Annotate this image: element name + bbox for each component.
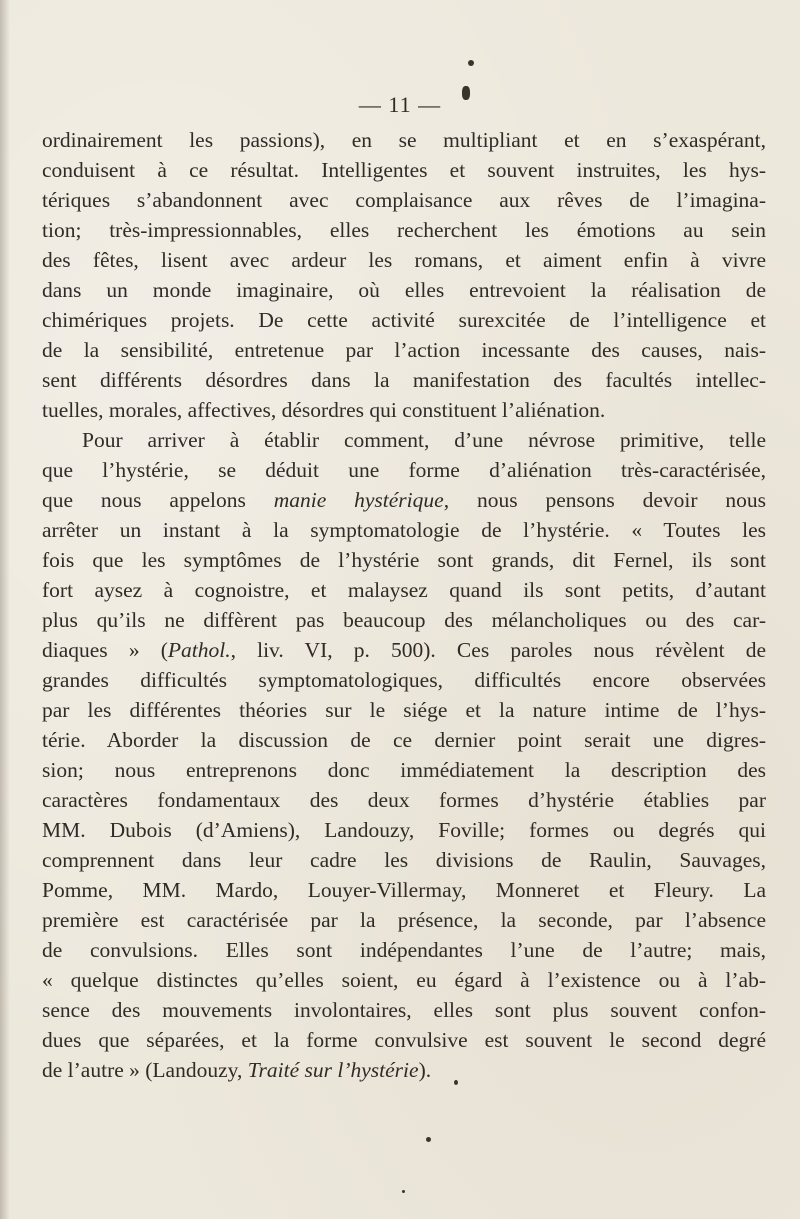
- text-line-30: sence des mouvements involontaires, elles sont plus souvent confon-: [42, 998, 766, 1022]
- text-line-14: arrêter un instant à la symptomatologie de l’hystérie. « Toutes les: [42, 518, 766, 542]
- text-line-23: caractères fondamentaux des deux formes d’hystérie établies par: [42, 788, 766, 812]
- text-line-29: « quelque distinctes qu’elles soient, eu égard à l’existence ou à l’ab-: [42, 968, 766, 992]
- text-line-24: MM. Dubois (d’Amiens), Landouzy, Foville; formes ou degrés qui: [42, 818, 766, 842]
- text-line-4: tion; très-impressionnables, elles recherchent les émotions au sein: [42, 218, 766, 242]
- scan-speck: [402, 1190, 405, 1193]
- text-line-20: par les différentes théories sur le siége et la nature intime de l’hys-: [42, 698, 766, 722]
- text-line-21: térie. Aborder la discussion de ce dernier point serait une digres-: [42, 728, 766, 752]
- text-line-12: que l’hystérie, se déduit une forme d’aliénation très-caractérisée,: [42, 458, 766, 482]
- text-line-10: tuelles, morales, affectives, désordres qui constituent l’aliénation.: [42, 398, 606, 422]
- text-line-15: fois que les symptômes de l’hystérie sont grands, dit Fernel, ils sont: [42, 548, 766, 572]
- scan-speck: [462, 86, 470, 100]
- text-line-25: comprennent dans leur cadre les divisions de Raulin, Sauvages,: [42, 848, 766, 872]
- text-line-32: de l’autre » (Landouzy, Traité sur l’hystérie).: [42, 1058, 432, 1082]
- scan-speck: [454, 1080, 458, 1085]
- italic-title: Traité sur l’hystérie: [247, 1058, 419, 1082]
- text-line-6: dans un monde imaginaire, où elles entrevoient la réalisation de: [42, 278, 766, 302]
- text-line-27: première est caractérisée par la présence, la seconde, par l’absence: [42, 908, 766, 932]
- page-number: — 11 —: [358, 92, 442, 117]
- text-line-18: diaques » (Pathol., liv. VI, p. 500). Ces paroles nous révèlent de: [42, 638, 766, 662]
- scan-speck: [426, 1137, 431, 1142]
- text-line-22: sion; nous entreprenons donc immédiatement la description des: [42, 758, 766, 782]
- text-line-9: sent différents désordres dans la manifestation des facultés intellec-: [42, 368, 766, 392]
- text-line-3: tériques s’abandonnent avec complaisance aux rêves de l’imagina-: [42, 188, 766, 212]
- text-line-2: conduisent à ce résultat. Intelligentes et souvent instruites, les hys-: [42, 158, 766, 182]
- body-text: [42, 125, 766, 1085]
- page-edge-shadow: [0, 0, 10, 1219]
- text-line-19: grandes difficultés symptomatologiques, difficultés encore observées: [42, 668, 766, 692]
- italic-term: manie hystérique: [273, 488, 444, 512]
- text-line-13: que nous appelons manie hystérique, nous pensons devoir nous: [42, 488, 767, 512]
- text-line-7: chimériques projets. De cette activité surexcitée de l’intelligence et: [42, 308, 766, 332]
- scan-speck: [468, 60, 474, 66]
- text-line-26: Pomme, MM. Mardo, Louyer-Villermay, Monneret et Fleury. La: [42, 878, 766, 902]
- text-line-8: de la sensibilité, entretenue par l’action incessante des causes, nais-: [42, 338, 766, 362]
- text-line-17: plus qu’ils ne diffèrent pas beaucoup des mélancholiques ou des car-: [42, 608, 766, 632]
- text-line-1: ordinairement les passions), en se multipliant et en s’exaspérant,: [42, 128, 766, 152]
- text-line-11: Pour arriver à établir comment, d’une névrose primitive, telle: [82, 428, 766, 452]
- text-line-5: des fêtes, lisent avec ardeur les romans, et aiment enfin à vivre: [42, 248, 766, 272]
- text-line-31: dues que séparées, et la forme convulsive est souvent le second degré: [42, 1028, 766, 1052]
- text-line-16: fort aysez à cognoistre, et malaysez quand ils sont petits, d’autant: [42, 578, 766, 602]
- italic-reference: Pathol.: [167, 638, 231, 662]
- text-line-28: de convulsions. Elles sont indépendantes l’une de l’autre; mais,: [42, 938, 766, 962]
